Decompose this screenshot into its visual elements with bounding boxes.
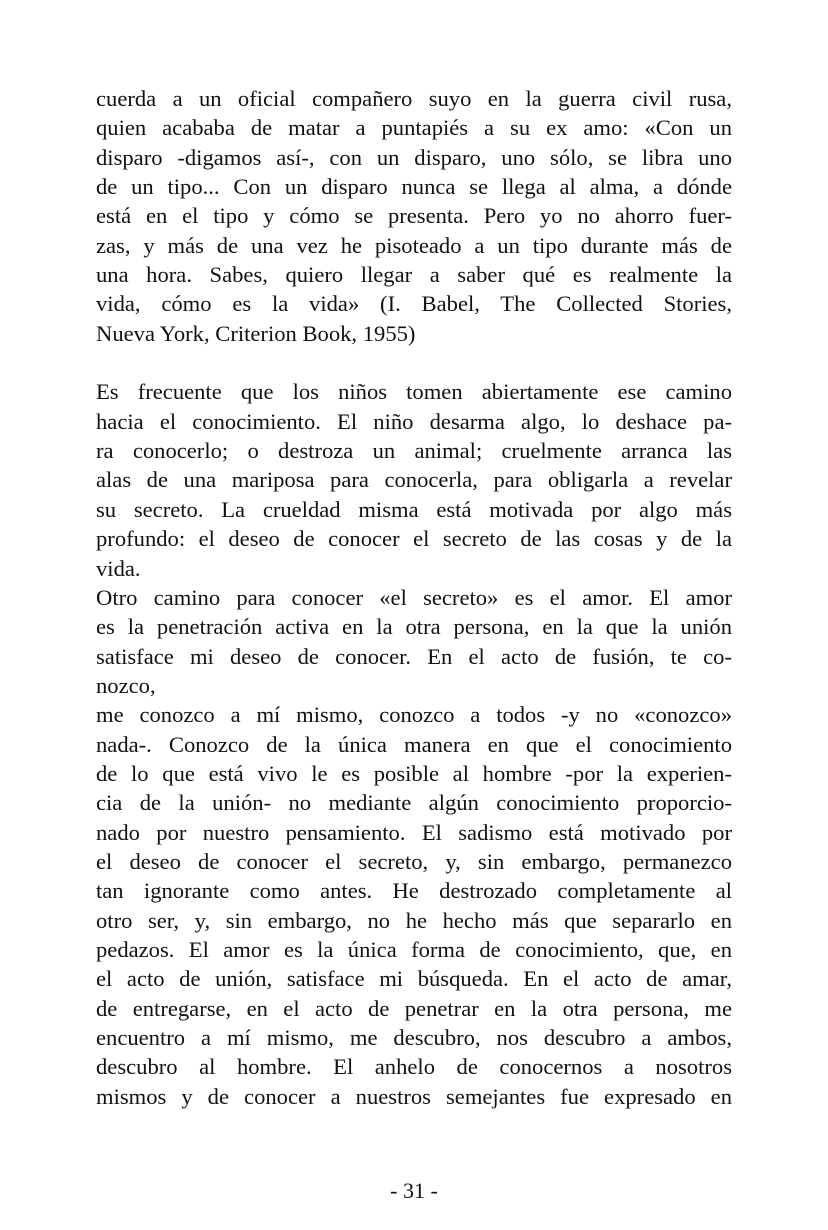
paragraph-children	[96, 377, 732, 582]
text-line: de un tipo... Con un disparo nunca se llega al alma, a dónde	[96, 174, 732, 200]
text-line: Otro camino para conocer «el secreto» es el amor. El amor	[96, 584, 732, 610]
text-line: quien acababa de matar a puntapiés a su ex amo: «Con un	[96, 115, 732, 141]
text-line: nado por nuestro pensamiento. El sadismo está motivado por	[96, 819, 732, 845]
text-line: el deseo de conocer el secreto, y, sin embargo, permanezco	[96, 848, 732, 874]
paragraph-love	[96, 583, 732, 700]
paragraph-knowing	[96, 700, 732, 1111]
text-line: nozco,	[96, 672, 156, 698]
text-line: alas de una mariposa para conocerla, para obligarla a revelar	[96, 467, 732, 493]
text-line: otro ser, y, sin embargo, no he hecho más que separarlo en	[96, 907, 732, 933]
page-number: - 31 -	[390, 1178, 438, 1203]
text-line: satisface mi deseo de conocer. En el acto de fusión, te co-	[96, 643, 732, 669]
text-line: vida, cómo es la vida» (I. Babel, The Collected Stories,	[96, 291, 732, 317]
text-line: encuentro a mí mismo, me descubro, nos descubro a ambos,	[96, 1025, 732, 1050]
text-line: descubro al hombre. El anhelo de conocernos a nosotros	[96, 1054, 732, 1080]
text-line: me conozco a mí mismo, conozco a todos -y no «conozco»	[96, 702, 732, 728]
text-line: su secreto. La crueldad misma está motivada por algo más	[96, 496, 732, 522]
text-line: nada-. Conozco de la única manera en que el conocimiento	[96, 731, 732, 757]
text-line: cuerda a un oficial compañero suyo en la guerra civil rusa,	[96, 86, 732, 111]
text-line: ra conocerlo; o destroza un animal; cruelmente arranca las	[96, 438, 732, 464]
text-line: mismos y de conocer a nuestros semejantes fue expresado en	[96, 1083, 732, 1109]
text-line: está en el tipo y cómo se presenta. Pero yo no ahorro fuer-	[96, 203, 732, 229]
text-line: zas, y más de una vez he pisoteado a un tipo durante más de	[96, 232, 732, 258]
text-line: pedazos. El amor es la única forma de conocimiento, que, en	[96, 936, 732, 962]
text-line: hacia el conocimiento. El niño desarma algo, lo deshace pa-	[96, 408, 732, 434]
text-line: profundo: el deseo de conocer el secreto de las cosas y de la	[96, 526, 732, 552]
text-line: de lo que está vivo le es posible al hombre -por la experien-	[96, 760, 732, 786]
text-line: Nueva York, Criterion Book, 1955)	[96, 320, 416, 346]
paragraph-babel-quote	[96, 84, 732, 348]
text-line: vida.	[96, 555, 141, 581]
text-line: tan ignorante como antes. He destrozado completamente al	[96, 878, 732, 904]
text-line: Es frecuente que los niños tomen abiertamente ese camino	[96, 379, 732, 405]
text-line: de entregarse, en el acto de penetrar en la otra persona, me	[96, 995, 732, 1021]
text-line: cia de la unión- no mediante algún conocimiento proporcio-	[96, 790, 732, 816]
text-line: disparo -digamos así-, con un disparo, uno sólo, se libra uno	[96, 144, 732, 170]
text-line: una hora. Sabes, quiero llegar a saber qué es realmente la	[96, 262, 732, 288]
text-line: es la penetración activa en la otra persona, en la que la unión	[96, 614, 732, 640]
page-body	[96, 84, 732, 1111]
paragraph-spacer	[96, 348, 732, 377]
text-line: el acto de unión, satisface mi búsqueda. En el acto de amar,	[96, 966, 732, 992]
